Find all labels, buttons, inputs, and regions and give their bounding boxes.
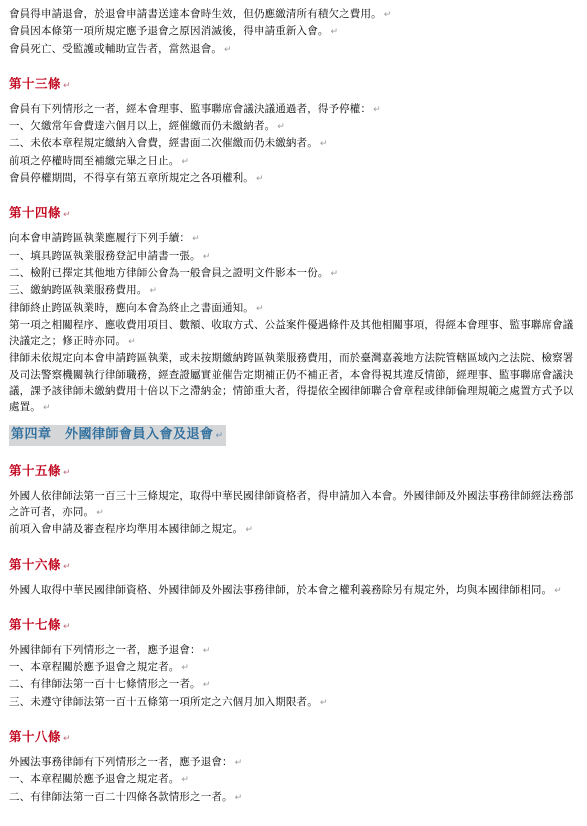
paragraph: 向本會申請跨區執業應履行下列手續： ↵ xyxy=(9,232,200,245)
paragraph-mark-icon: ↵ xyxy=(192,234,200,245)
paragraph: 會員因本條第一項所規定應予退會之原因消滅後，得申請重新入會。 ↵ xyxy=(9,25,339,38)
paragraph: 外國人依律師法第一百三十三條規定，取得中華民國律師資格者，得申請加入本會。外國律師及外國法事務律師經法務部之許可者，亦同。 ↵ xyxy=(9,489,574,518)
paragraph: 二、有律師法第一百二十四條各款情形之一者。 ↵ xyxy=(9,790,243,803)
paragraph-mark-icon: ↵ xyxy=(42,403,51,414)
paragraph-mark-icon: ↵ xyxy=(63,467,72,478)
paragraph: 律師終止跨區執業時，應向本會為終止之書面通知。 ↵ xyxy=(9,301,264,314)
paragraph-mark-icon: ↵ xyxy=(234,758,243,769)
paragraph-mark-icon: ↵ xyxy=(202,680,211,691)
paragraph-mark-icon: ↵ xyxy=(181,775,190,786)
article-body-15 xyxy=(9,488,579,539)
paragraph: 二、檢附已擇定其他地方律師公會為一般會員之證明文件影本一份。 ↵ xyxy=(9,266,339,279)
article-heading-18: 第十八條 ↵ xyxy=(9,729,72,745)
paragraph: 會員得申請退會，於退會申請書送達本會時生效，但仍應繳清所有積欠之費用。 ↵ xyxy=(9,8,392,20)
article-heading-17: 第十七條 ↵ xyxy=(9,616,72,632)
article-body-17 xyxy=(9,642,579,711)
paragraph-mark-icon: ↵ xyxy=(128,337,136,348)
paragraph: 會員有下列情形之一者，經本會理事、監事聯席會議決議通過者，得予停權： ↵ xyxy=(9,102,381,115)
paragraph-mark-icon: ↵ xyxy=(96,507,104,518)
paragraph-mark-icon: ↵ xyxy=(63,210,72,221)
paragraph-mark-icon: ↵ xyxy=(319,139,328,150)
paragraph: 會員死亡、受監護或輔助宣告者，當然退會。 ↵ xyxy=(9,42,232,55)
paragraph-mark-icon: ↵ xyxy=(181,156,190,167)
paragraph-mark-icon: ↵ xyxy=(255,303,264,314)
paragraph: 外國人取得中華民國律師資格、外國律師及外國法事務律師，於本會之權利義務除另有規定外，均與本國律師相同。 ↵ xyxy=(9,583,562,596)
paragraph-mark-icon: ↵ xyxy=(319,697,328,708)
paragraph-mark-icon: ↵ xyxy=(224,44,232,55)
paragraph: 三、繳納跨區執業服務費用。 ↵ xyxy=(9,284,158,297)
paragraph: 前項入會申請及審查程序均準用本國律師之規定。 ↵ xyxy=(9,523,254,536)
article-heading-16: 第十六條 ↵ xyxy=(9,556,72,572)
paragraph-mark-icon: ↵ xyxy=(383,10,392,20)
article-body-16 xyxy=(9,582,579,599)
paragraph-mark-icon: ↵ xyxy=(373,104,381,115)
paragraph-mark-icon: ↵ xyxy=(277,122,285,133)
paragraph: 第一項之相關程序、應收費用項目、數額、收取方式、公益案件優遇條件及其他相關事項，得經本會理事、監事聯席會議決議定之；修正時亦同。 ↵ xyxy=(9,318,574,348)
article-body-13 xyxy=(9,101,579,187)
paragraph-mark-icon: ↵ xyxy=(63,621,72,632)
paragraph-mark-icon: ↵ xyxy=(149,286,158,297)
paragraph: 一、本章程關於應予退會之規定者。 ↵ xyxy=(9,661,190,674)
article-body-14 xyxy=(9,230,579,416)
paragraph-mark-icon: ↵ xyxy=(63,80,72,91)
paragraph-mark-icon: ↵ xyxy=(554,585,562,596)
paragraph-mark-icon: ↵ xyxy=(330,27,339,38)
intro-section xyxy=(9,6,579,58)
paragraph-mark-icon: ↵ xyxy=(181,663,190,674)
paragraph-mark-icon: ↵ xyxy=(245,525,254,536)
paragraph-mark-icon: ↵ xyxy=(234,792,243,803)
article-heading-13: 第十三條 ↵ xyxy=(9,75,72,91)
paragraph: 外國律師有下列情形之一者，應予退會： ↵ xyxy=(9,643,211,656)
paragraph: 二、未依本章程規定繳納入會費，經書面二次催繳而仍未繳納者。 ↵ xyxy=(9,137,328,150)
paragraph-mark-icon: ↵ xyxy=(255,174,264,185)
paragraph: 律師未依規定向本會申請跨區執業，或未按期繳納跨區執業服務費用，而於臺灣嘉義地方法院管轄區域內之法院、檢察署及司法警察機關執行律師職務，經查證屬實並催告定期補正仍不補正者，本會得視其違反情節，經理事、監事聯席會議決議，課予該律師未繳納費用十倍以下之滯納金；情節重大者，得提依全國律師聯合會章程或律師倫理規範之處置方式予以處置。 ↵ xyxy=(9,352,574,414)
paragraph-mark-icon: ↵ xyxy=(202,645,211,656)
paragraph: 前項之停權時間至補繳完畢之日止。 ↵ xyxy=(9,154,190,167)
paragraph-mark-icon: ↵ xyxy=(215,430,224,441)
article-heading-15: 第十五條 ↵ xyxy=(9,462,72,478)
paragraph: 三、未遵守律師法第一百十五條第一項所定之六個月加入期限者。 ↵ xyxy=(9,695,328,708)
article-body-18 xyxy=(9,754,579,806)
paragraph: 一、填具跨區執業服務登記申請書一張。 ↵ xyxy=(9,249,211,262)
paragraph-mark-icon: ↵ xyxy=(330,268,339,279)
paragraph-mark-icon: ↵ xyxy=(63,734,72,745)
chapter-heading: 第四章 外國律師會員入會及退會 ↵ xyxy=(9,425,226,446)
paragraph-mark-icon: ↵ xyxy=(63,561,72,572)
paragraph-mark-icon: ↵ xyxy=(202,251,211,262)
paragraph: 一、欠繳常年會費達六個月以上，經催繳而仍未繳納者。 ↵ xyxy=(9,120,285,133)
paragraph: 外國法事務律師有下列情形之一者，應予退會： ↵ xyxy=(9,756,243,769)
paragraph: 一、本章程關於應予退會之規定者。 ↵ xyxy=(9,773,190,786)
paragraph: 二、有律師法第一百十七條情形之一者。 ↵ xyxy=(9,678,211,691)
paragraph: 會員停權期間，不得享有第五章所規定之各項權利。 ↵ xyxy=(9,172,264,185)
article-heading-14: 第十四條 ↵ xyxy=(9,205,72,221)
